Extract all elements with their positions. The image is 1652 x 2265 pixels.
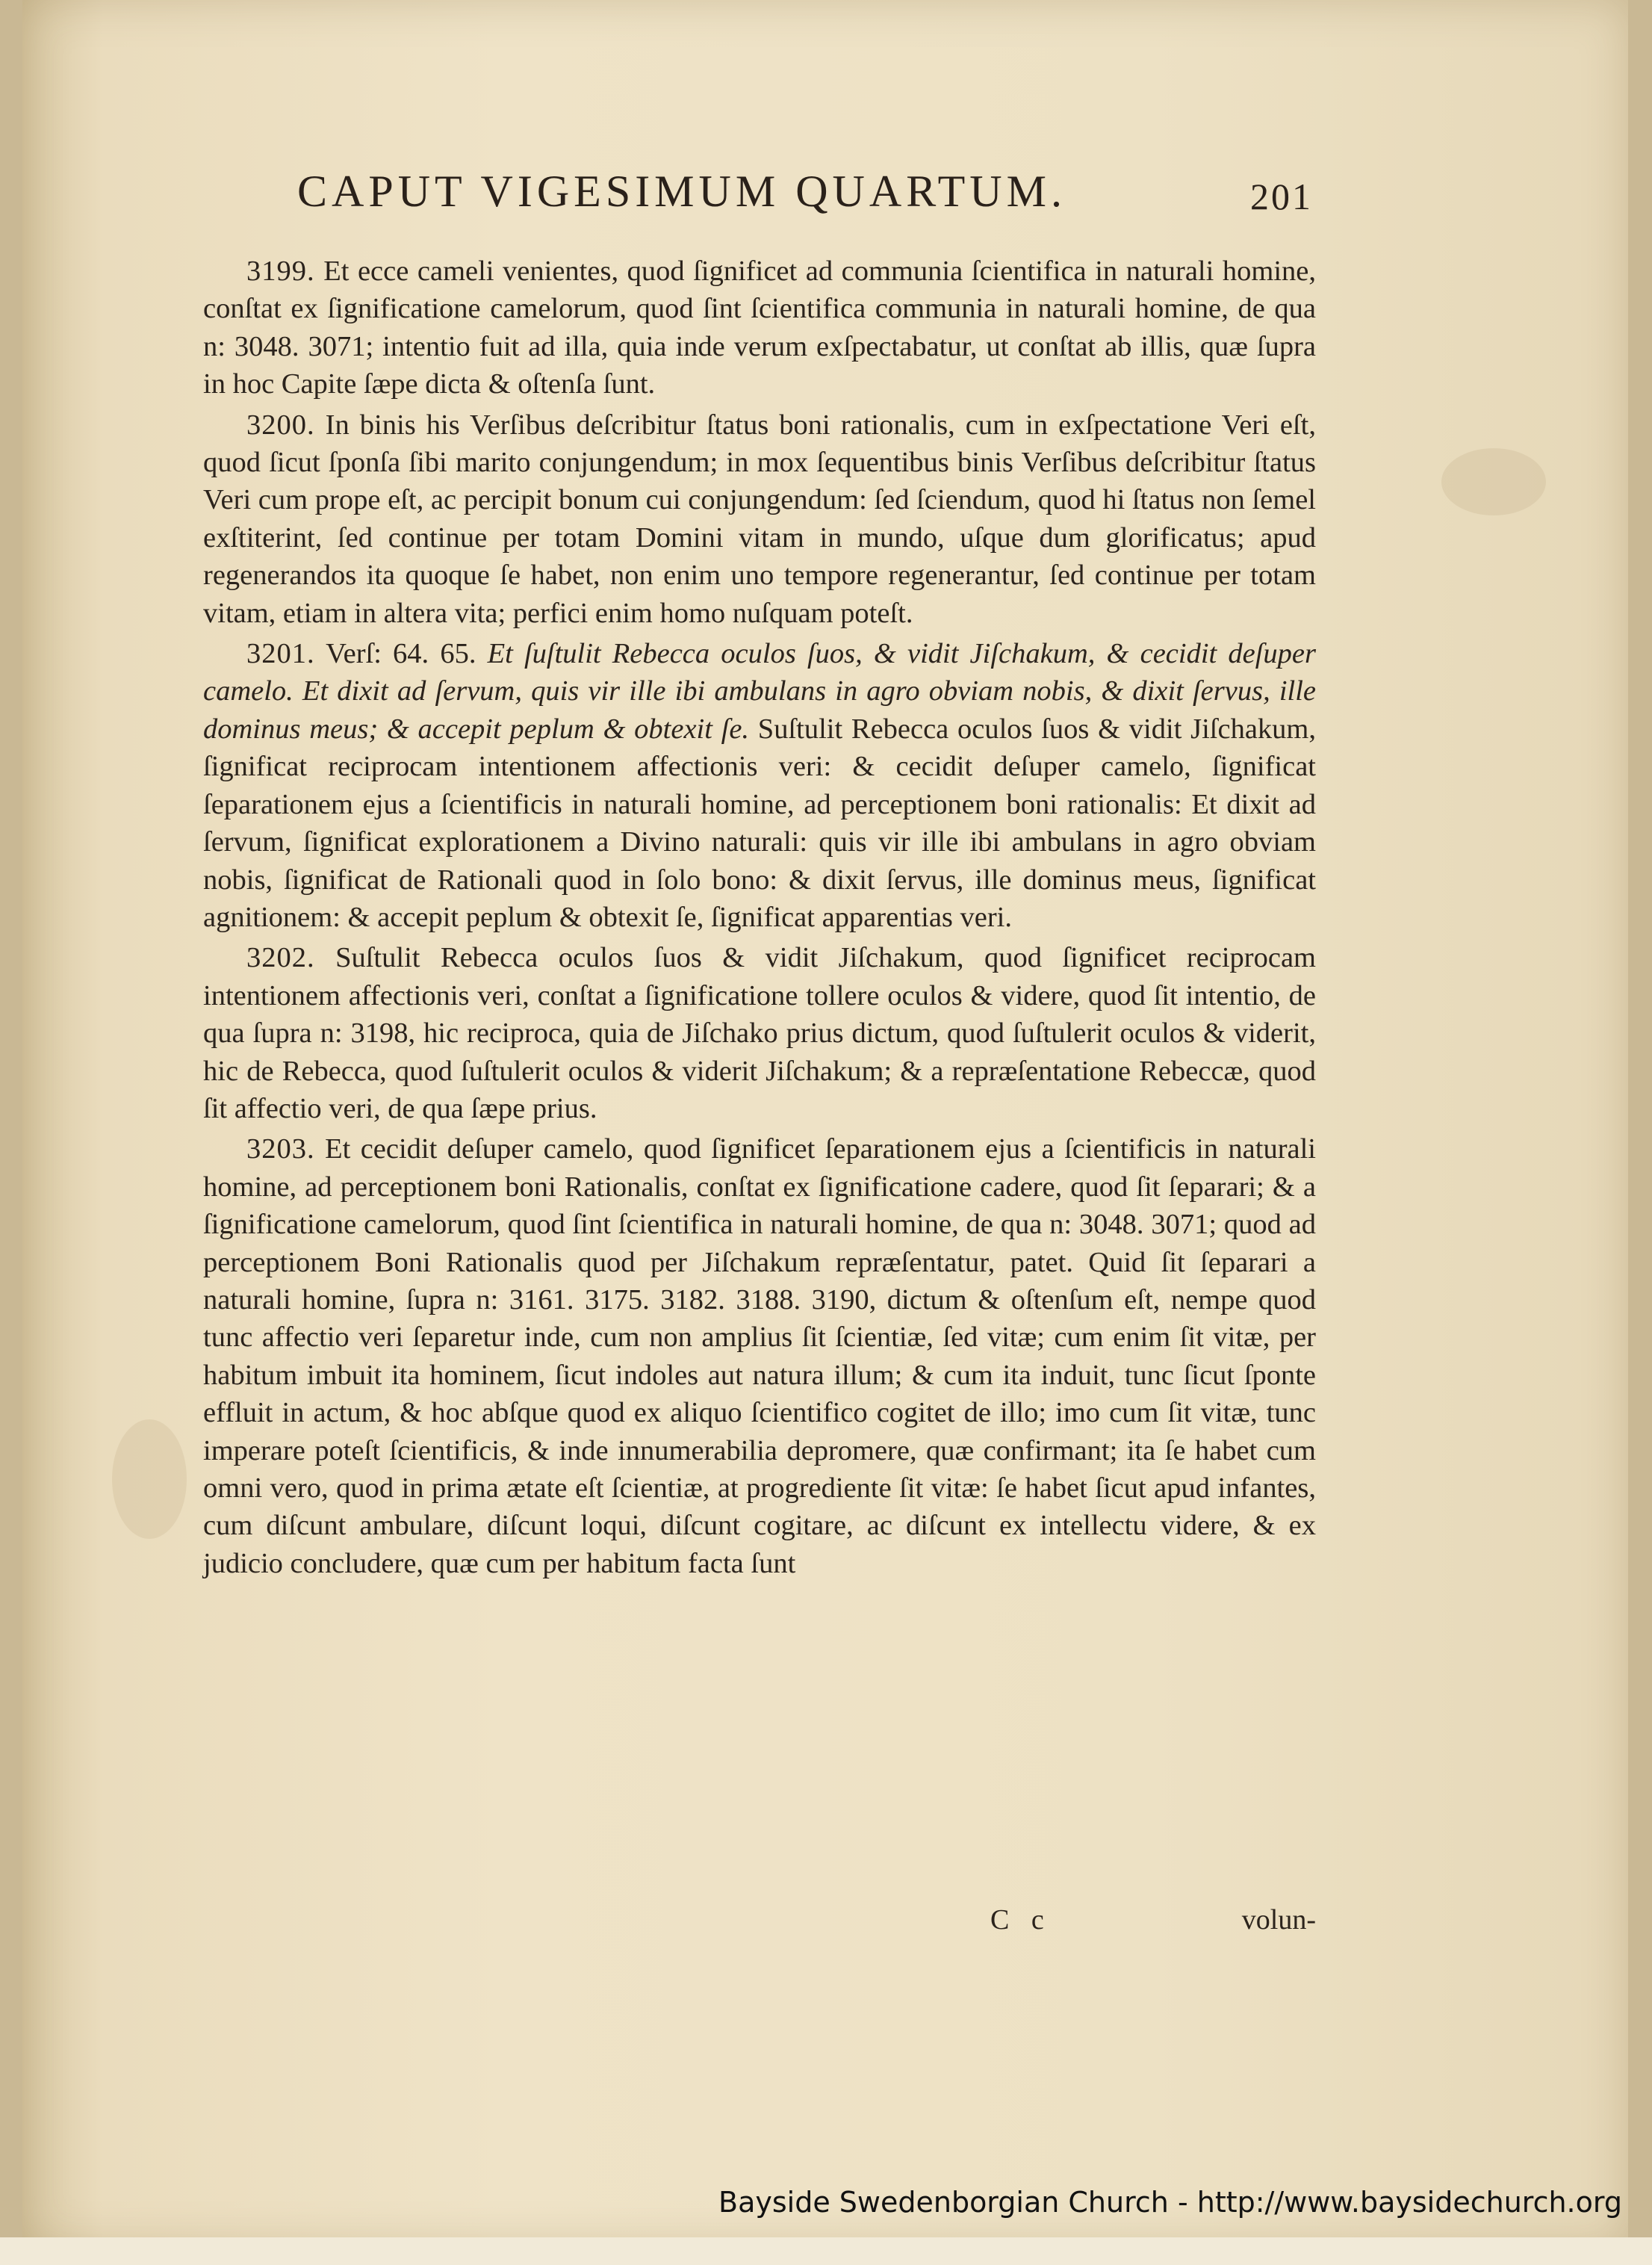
paragraph-number: 3200.: [246, 409, 315, 441]
signature-mark: C c: [990, 1904, 1052, 1936]
page-footer: [203, 1903, 1316, 1941]
page-edge: [0, 2237, 1652, 2265]
paragraph-3199: [203, 252, 1316, 403]
running-title: CAPUT VIGESIMUM QUARTUM.: [297, 167, 1066, 216]
paper-stain: [112, 1419, 187, 1539]
paragraph-3203: [203, 1130, 1316, 1582]
paragraph-text: Et ecce cameli venientes, quod ſignificet ad communia ſcientifica in naturali homine, conſtat ex ſignificatione camelorum, quod ſint ſcientifica communia in naturali homine, de qua n: 3048. 3071; intentio fuit ad illa, quia inde verum exſpectabatur, ut conſtat ab illis, quæ ſupra in hoc Capite ſæpe dicta & oſtenſa ſunt.: [203, 255, 1316, 400]
paragraph-number: 3201.: [246, 638, 315, 670]
paragraph-number: 3202.: [246, 942, 315, 974]
catchword: volun-: [1241, 1904, 1316, 1936]
paragraph-3200: [203, 406, 1316, 632]
paragraph-3201: [203, 635, 1316, 936]
paragraph-number: 3199.: [246, 255, 315, 287]
paragraph-text: Suſtulit Rebecca oculos ſuos & vidit Jiſchakum, ſignificat reciprocam intentionem affectionis veri: & cecidit deſuper camelo, ſignificat ſeparationem ejus a ſcientificis in naturali homine, ad perceptionem boni rationalis: Et dixit ad ſervum, ſignificat explorationem a Divino naturali: quis vir ille ibi ambulans in agro obviam nobis, ſignificat de Rationali quod in ſolo bono: & dixit ſervus, ille dominus meus, ſignificat agnitionem: & accepit peplum & obtexit ſe, ſignificat apparentias veri.: [203, 713, 1316, 933]
paragraph-3202: [203, 939, 1316, 1127]
page-number: 201: [1250, 176, 1313, 217]
scripture-quote: Et ſuſtulit Rebecca oculos ſuos, & vidit Jiſchakum, & cecidit deſuper camelo. Et dixit ad ſervum, quis vir ille ibi ambulans in agro obviam nobis, & dixit ſervus, ille dominus meus; & accepit peplum & obtexit ſe.: [203, 638, 1316, 745]
paragraph-text: Et cecidit deſuper camelo, quod ſignificet ſeparationem ejus a ſcientificis in naturali homine, ad perceptionem boni Rationalis, conſtat ex ſignificatione cadere, quod ſit ſeparari; & a ſignificatione camelorum, quod ſint ſcientifica in naturali homine, de qua n: 3048. 3071; quod ad perceptionem Boni Rationalis quod per Jiſchakum repræſentatur, patet. Quid ſit ſeparari a naturali homine, ſupra n: 3161. 3175. 3182. 3188. 3190, dictum & oſtenſum eſt, nempe quod tunc affectio veri ſeparetur inde, cum non amplius ſit ſcientiæ, ſed vitæ; cum enim ſit vitæ, per habitum imbuit ita hominem, ſicut indoles aut natura illum; & cum ita induit, tunc ſicut ſponte effluit in actum, & hoc abſque quod ex aliquo ſcientifico cogitet de illo; imo cum ſit vitæ, tunc imperare poteſt ſcientificis, & inde innumerabilia depromere, quæ confirmant; ita ſe habet cum omni vero, quod in prima ætate eſt ſcientiæ, at progrediente ſit vitæ: ſe habet ſicut apud infantes, cum diſcunt ambulare, diſcunt loqui, diſcunt cogitare, ac diſcunt ex intellectu videre, & ex judicio concludere, quæ cum per habitum facta ſunt: [203, 1133, 1316, 1579]
running-head: [297, 166, 1313, 233]
paragraph-text: Suſtulit Rebecca oculos ſuos & vidit Jiſchakum, quod ſignificet reciprocam intentionem affectionis veri, conſtat a ſignificatione tollere oculos & videre, quod ſit intentio, de qua ſupra n: 3198, hic reciproca, quia de Jiſchako prius dictum, quod ſuſtulerit oculos & viderit, hic de Rebecca, quod ſuſtulerit oculos & viderit Jiſchakum; & a repræſentatione Rebeccæ, quod ſit affectio veri, de qua ſæpe prius.: [203, 942, 1316, 1124]
paragraph-text: In binis his Verſibus deſcribitur ſtatus boni rationalis, cum in exſpectatione Veri eſt, quod ſicut ſponſa ſibi marito conjungendum; in mox ſequentibus binis Verſibus deſcribitur ſtatus Veri cum prope eſt, ac percipit bonum cui conjungendum: ſed ſciendum, quod hi ſtatus non ſemel exſtiterint, ſed continue per totam Domini vitam in mundo, uſque dum glorificatus; apud regenerandos ita quoque ſe habet, non enim uno tempore regenerantur, ſed continue per totam vitam, etiam in altera vita; perfici enim homo nuſquam poteſt.: [203, 409, 1316, 629]
source-watermark: Bayside Swedenborgian Church - http://www.baysidechurch.org: [718, 2186, 1622, 2219]
paper-stain: [1441, 448, 1546, 515]
paragraph-number: 3203.: [246, 1133, 315, 1165]
text-block: [203, 252, 1316, 1585]
verse-reference: Verſ: 64. 65.: [314, 638, 488, 670]
